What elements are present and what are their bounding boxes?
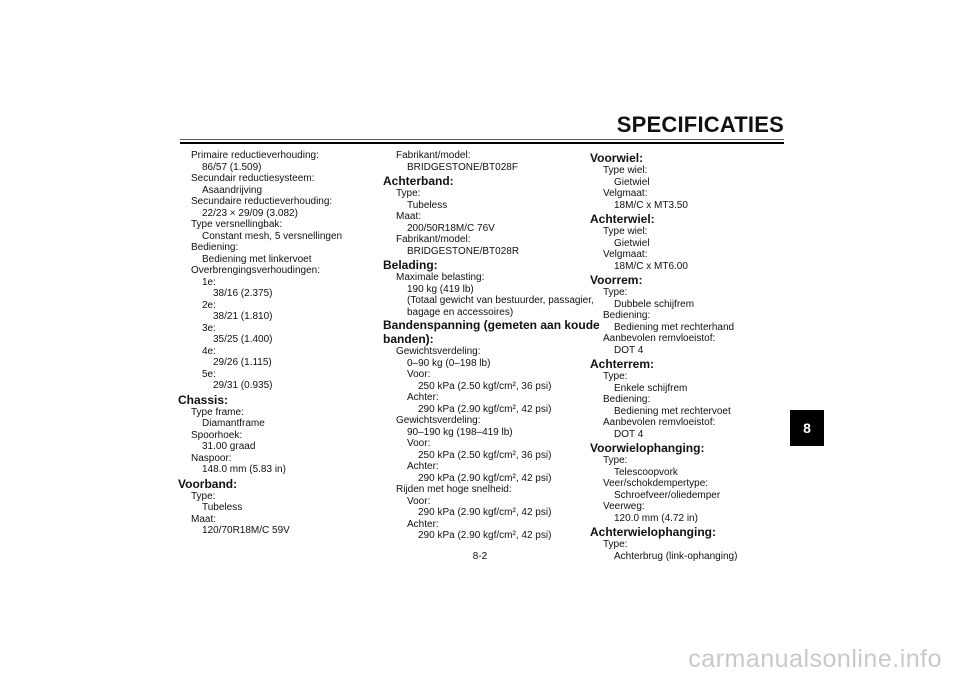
spec-line: Overbrengingsverhoudingen: <box>191 265 320 276</box>
watermark: carmanualsonline.info <box>688 645 942 673</box>
spec-line: 18M/C x MT6.00 <box>614 260 688 272</box>
spec-line: Type wiel: <box>603 165 648 176</box>
section-heading: Voorband: <box>178 476 238 491</box>
spec-line: Type: <box>603 287 628 298</box>
spec-line: 31.00 graad <box>202 441 256 452</box>
spec-line: Maximale belasting: <box>396 272 485 283</box>
spec-line: Aanbevolen remvloeistof: <box>603 417 716 428</box>
spec-line: 4e: <box>202 345 216 357</box>
spec-line: 0–90 kg (0–198 lb) <box>407 357 491 369</box>
spec-line: Aanbevolen remvloeistof: <box>603 333 716 344</box>
spec-line: 290 kPa (2.90 kgf/cm², 42 psi) <box>418 403 552 415</box>
spec-line: Achter: <box>407 518 439 530</box>
spec-line: Bediening: <box>603 310 651 321</box>
section-heading: Voorwiel: <box>590 151 644 165</box>
spec-line: Primaire reductieverhouding: <box>191 150 319 161</box>
spec-line: 86/57 (1.509) <box>202 161 262 173</box>
spec-line: Secundaire reductieverhouding: <box>191 196 333 207</box>
section-heading: Voorwielophanging: <box>590 441 705 455</box>
spec-line: Fabrikant/model: <box>396 234 471 245</box>
page-title: SPECIFICATIES <box>616 112 784 137</box>
spec-line: Asaandrijving <box>202 184 263 196</box>
spec-line: 2e: <box>202 299 216 311</box>
spec-line: Achter: <box>407 392 439 403</box>
page-number: 8-2 <box>472 551 488 562</box>
spec-line: Constant mesh, 5 versnellingen <box>202 230 343 242</box>
spec-line: Achterbrug (link-ophanging) <box>614 550 738 562</box>
spec-line: Type: <box>603 371 628 382</box>
section-heading: Achterwiel: <box>590 212 655 226</box>
spec-line: Maat: <box>396 211 422 222</box>
spec-line: Gewichtsverdeling: <box>396 415 481 426</box>
spec-line: Type versnellingbak: <box>191 219 283 230</box>
spec-line: 148.0 mm (5.83 in) <box>202 464 286 475</box>
spec-line: (Totaal gewicht van bestuurder, passagier, <box>407 295 594 306</box>
spec-line: Telescoopvork <box>614 466 678 478</box>
spec-line: Enkele schijfrem <box>614 382 688 394</box>
spec-line: Bediening: <box>191 242 239 253</box>
spec-line: Type wiel: <box>603 226 648 237</box>
spec-line: 38/16 (2.375) <box>213 288 273 299</box>
spec-line: DOT 4 <box>614 428 644 440</box>
spec-line: Type frame: <box>191 406 244 418</box>
spec-line: Schroefveer/oliedemper <box>614 489 721 501</box>
section-heading: Achterband: <box>383 174 454 188</box>
spec-line: Diamantframe <box>202 418 265 429</box>
spec-line: Gietwiel <box>614 237 650 249</box>
spec-line: Voor: <box>407 369 431 380</box>
section-heading: Achterrem: <box>590 357 655 371</box>
spec-line: 120/70R18M/C 59V <box>202 525 290 536</box>
section-heading: Chassis: <box>178 392 229 407</box>
spec-line: 29/26 (1.115) <box>213 357 272 368</box>
spec-line: 250 kPa (2.50 kgf/cm², 36 psi) <box>418 380 552 392</box>
spec-column-1 <box>178 150 358 537</box>
spec-line: Voor: <box>407 438 431 449</box>
spec-line: bagage en accessoires) <box>407 306 514 318</box>
spec-line: Naspoor: <box>191 452 232 464</box>
spec-line: BRIDGESTONE/BT028R <box>407 245 520 257</box>
spec-line: Dubbele schijfrem <box>614 298 695 310</box>
spec-line: Bediening met linkervoet <box>202 253 312 265</box>
spec-line: Velgmaat: <box>603 249 648 260</box>
spec-line: Tubeless <box>407 199 448 211</box>
spec-line: 120.0 mm (4.72 in) <box>614 512 698 524</box>
spec-line: 290 kPa (2.90 kgf/cm², 42 psi) <box>418 507 552 518</box>
section-heading: Achterwielophanging: <box>590 525 716 539</box>
spec-line: Gewichtsverdeling: <box>396 346 481 357</box>
spec-line: Type: <box>396 188 421 199</box>
spec-line: Veerweg: <box>603 501 645 512</box>
spec-line: Bediening met rechtervoet <box>614 405 731 417</box>
spec-line: 200/50R18M/C 76V <box>407 222 495 234</box>
spec-line: 3e: <box>202 322 216 334</box>
spec-line: Veer/schokdempertype: <box>603 478 709 489</box>
spec-line: 29/31 (0.935) <box>213 380 273 391</box>
section-heading: Belading: <box>383 258 438 272</box>
spec-line: 250 kPa (2.50 kgf/cm², 36 psi) <box>418 449 552 461</box>
spec-line: Bediening met rechterhand <box>614 321 735 333</box>
spec-line: Type: <box>191 490 216 502</box>
spec-line: DOT 4 <box>614 344 644 356</box>
spec-line: Voor: <box>407 495 431 507</box>
spec-line: Tubeless <box>202 502 243 513</box>
section-heading: banden): <box>383 332 434 346</box>
spec-line: Rijden met hoge snelheid: <box>396 484 512 495</box>
spec-line: Fabrikant/model: <box>396 150 471 161</box>
spec-line: Gietwiel <box>614 176 650 188</box>
spec-line: Achter: <box>407 461 439 472</box>
spec-line: 5e: <box>202 368 216 380</box>
spec-line: Maat: <box>191 513 217 525</box>
section-heading: Bandenspanning (gemeten aan koude <box>383 318 600 332</box>
spec-line: Bediening: <box>603 394 651 405</box>
spec-line: 18M/C x MT3.50 <box>614 199 688 211</box>
header-rule-thin <box>180 139 784 140</box>
spec-column-2 <box>383 150 600 542</box>
spec-column-3 <box>590 150 770 562</box>
spec-line: Type: <box>603 455 628 466</box>
spec-line: 35/25 (1.400) <box>213 334 273 345</box>
spec-line: 1e: <box>202 276 216 288</box>
spec-line: 38/21 (1.810) <box>213 311 273 322</box>
spec-line: 90–190 kg (198–419 lb) <box>407 426 513 438</box>
spec-line: Spoorhoek: <box>191 429 243 441</box>
spec-line: Velgmaat: <box>603 188 648 199</box>
spec-line: 22/23 × 29/09 (3.082) <box>202 207 298 219</box>
header-rule-thick <box>180 142 784 144</box>
spec-line: 190 kg (419 lb) <box>407 283 474 295</box>
spec-line: BRIDGESTONE/BT028F <box>407 161 518 173</box>
spec-line: 290 kPa (2.90 kgf/cm², 42 psi) <box>418 472 552 484</box>
spec-line: Secundair reductiesysteem: <box>191 173 315 184</box>
spec-line: 290 kPa (2.90 kgf/cm², 42 psi) <box>418 530 552 541</box>
section-heading: Voorrem: <box>590 273 643 287</box>
spec-line: Type: <box>603 539 628 550</box>
chapter-tab: 8 <box>790 410 824 446</box>
